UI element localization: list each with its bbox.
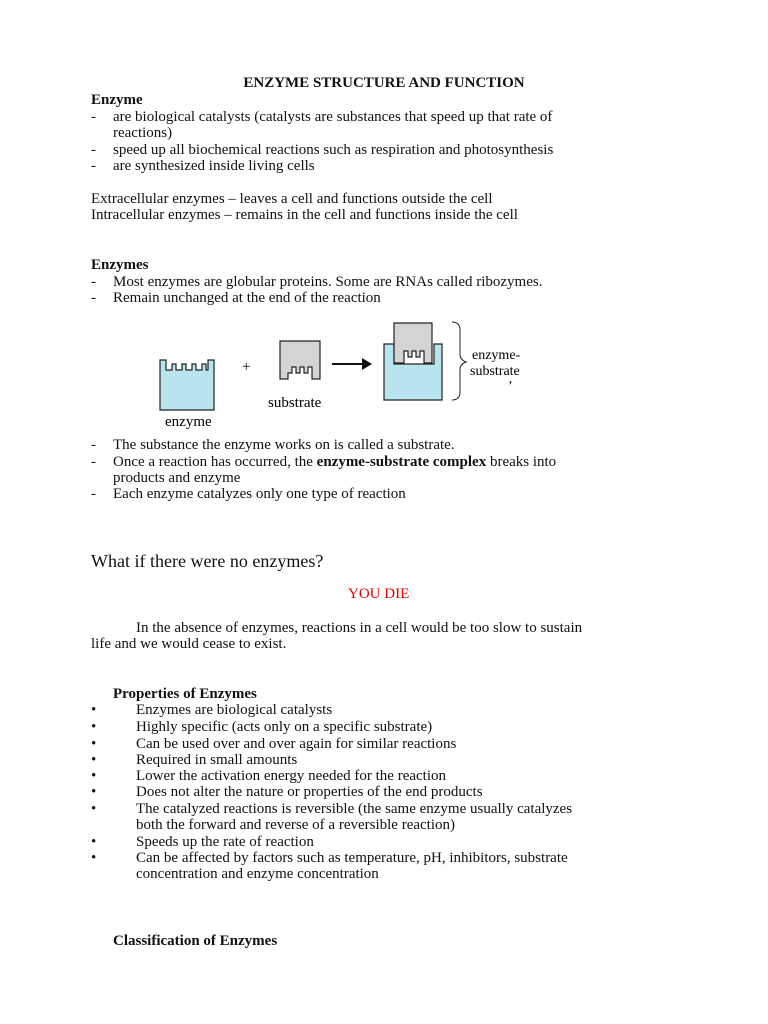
enzyme-def-item-1: are biological catalysts (catalysts are substances that speed up that rate of: [113, 109, 553, 125]
property-item: Can be used over and over again for similar reactions: [136, 736, 457, 752]
absence-paragraph-line-1: In the absence of enzymes, reactions in a cell would be too slow to sustain: [136, 620, 583, 636]
bullet-icon: •: [91, 834, 97, 850]
complex-label-line-1: enzyme-: [472, 348, 521, 363]
complex-breakdown-pre: Once a reaction has occurred, the: [113, 454, 317, 470]
substrate-label: substrate: [268, 395, 322, 411]
enzyme-shape: [160, 360, 214, 410]
property-item: Speeds up the rate of reaction: [136, 834, 314, 850]
property-item: The catalyzed reactions is reversible (the same enzyme usually catalyzes: [136, 801, 573, 817]
complex-breakdown-cont: products and enzyme: [113, 470, 241, 486]
property-item: Highly specific (acts only on a specific substrate): [136, 719, 433, 735]
dash-marker: -: [91, 290, 96, 306]
bullet-icon: •: [91, 850, 97, 866]
bullet-icon: •: [91, 752, 97, 768]
intracellular-definition: Intracellular enzymes – remains in the cell and functions inside the cell: [91, 207, 518, 223]
property-item-cont: both the forward and reverse of a reversible reaction): [136, 817, 456, 833]
enzyme-label: enzyme: [165, 414, 212, 430]
enzymes-item-2: Remain unchanged at the end of the reaction: [113, 290, 381, 306]
bullet-icon: •: [91, 736, 97, 752]
property-item: Enzymes are biological catalysts: [136, 702, 333, 718]
page-title: ENZYME STRUCTURE AND FUNCTION: [243, 75, 525, 91]
bullet-icon: •: [91, 801, 97, 817]
property-item: Does not alter the nature or properties of the end products: [136, 784, 483, 800]
dash-marker: -: [91, 486, 96, 502]
dash-marker: -: [91, 142, 96, 158]
dash-marker: -: [91, 158, 96, 174]
property-item: Lower the activation energy needed for the reaction: [136, 768, 446, 784]
enzyme-def-item-2: speed up all biochemical reactions such as respiration and photosynthesis: [113, 142, 554, 158]
complex-breakdown-bold: enzyme-substrate complex: [316, 454, 487, 470]
plus-sign: +: [242, 359, 251, 375]
complex-substrate-shape: [394, 323, 432, 363]
section-heading-enzyme: Enzyme: [91, 92, 143, 108]
dash-marker: -: [91, 437, 96, 453]
classification-heading: Classification of Enzymes: [113, 933, 278, 949]
complex-label-line-2: substrate: [470, 364, 520, 379]
bullet-icon: •: [91, 719, 97, 735]
complex-enzyme-shape: [384, 344, 442, 400]
property-item-cont: concentration and enzyme concentration: [136, 866, 379, 882]
complex-breakdown-post: breaks into: [486, 454, 557, 470]
property-item: Can be affected by factors such as temperature, pH, inhibitors, substrate: [136, 850, 568, 866]
bullet-icon: •: [91, 702, 97, 718]
enzymes-item-1: Most enzymes are globular proteins. Some are RNAs called ribozymes.: [113, 274, 543, 290]
bullet-icon: •: [91, 768, 97, 784]
properties-heading: Properties of Enzymes: [113, 686, 257, 702]
arrow-head: [362, 358, 372, 370]
question-heading: What if there were no enzymes?: [91, 551, 324, 571]
complex-bracket: [452, 322, 466, 400]
property-item: Required in small amounts: [136, 752, 298, 768]
complex-label-line-3: ʼ: [508, 379, 513, 394]
one-reaction-text: Each enzyme catalyzes only one type of reaction: [113, 486, 406, 502]
section-heading-enzymes: Enzymes: [91, 257, 149, 273]
bullet-icon: •: [91, 784, 97, 800]
substrate-definition: The substance the enzyme works on is called a substrate.: [113, 437, 455, 453]
complex-breakdown-text: [113, 454, 556, 470]
enzyme-def-item-3: are synthesized inside living cells: [113, 158, 315, 174]
dash-marker: -: [91, 274, 96, 290]
extracellular-definition: Extracellular enzymes – leaves a cell and functions outside the cell: [91, 191, 493, 207]
enzyme-substrate-diagram: [0, 318, 768, 438]
substrate-shape: [280, 341, 320, 379]
dash-marker: -: [91, 454, 96, 470]
absence-paragraph-line-2: life and we would cease to exist.: [91, 636, 287, 652]
dash-marker: -: [91, 109, 96, 125]
enzyme-def-item-1-cont: reactions): [113, 125, 173, 141]
you-die-text: YOU DIE: [348, 586, 410, 602]
